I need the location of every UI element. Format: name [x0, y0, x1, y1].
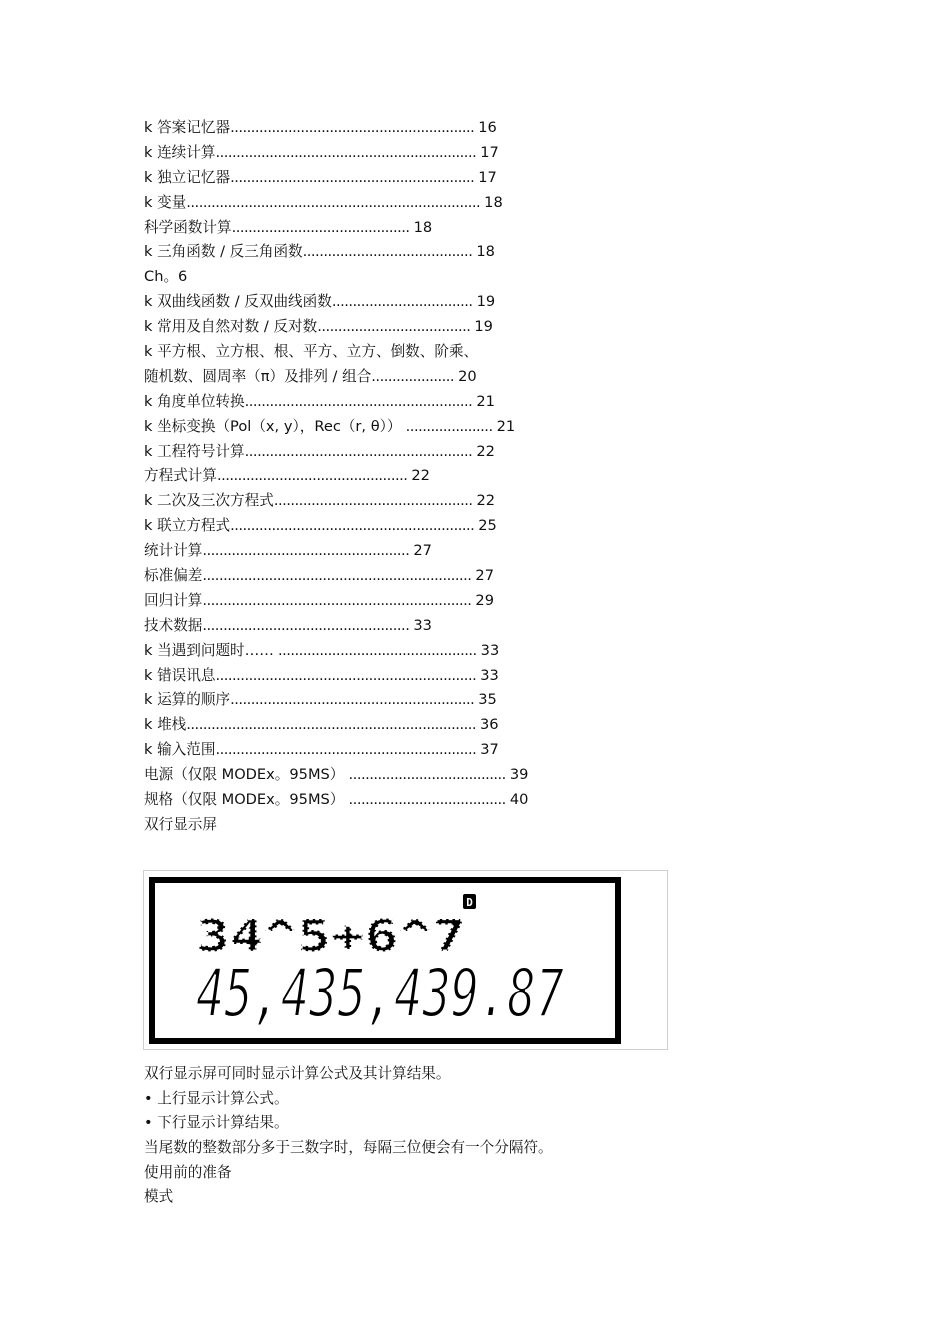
toc-entry-leader: ............................................................... [215, 143, 477, 161]
toc-entry-page: 36 [480, 716, 499, 734]
toc-entry-leader: ............................................................... [215, 741, 477, 759]
toc-entry-page: 19 [476, 293, 496, 311]
toc-entry-title: k 坐标变换（Pol（x, y），Rec（r, θ）） [144, 417, 402, 435]
toc-entry-title: 标准偏差 [144, 567, 203, 585]
display-description [144, 1062, 844, 1210]
toc-entry-page: 21 [476, 392, 495, 410]
toc-entry [144, 688, 664, 713]
toc-entry-title: 技术数据 [144, 616, 203, 634]
toc-entry [144, 315, 664, 340]
toc-entry [144, 664, 664, 689]
toc-entry-leader: .................... [371, 367, 455, 385]
toc-entry [144, 464, 664, 489]
lcd-result-line: 45,435,439.87 [196, 955, 565, 1032]
paragraph-line: • 上行显示计算公式。 [144, 1089, 289, 1107]
toc-entry [144, 564, 664, 589]
toc-entry [144, 639, 664, 664]
toc-entry-page: 22 [476, 442, 495, 460]
toc-entry-page: 17 [478, 168, 497, 186]
toc-entry-page: 39 [509, 766, 529, 784]
toc-entry-title: k 变量 [144, 193, 187, 211]
toc-entry-leader: ................................................................. [202, 567, 472, 585]
toc-entry-page: 33 [480, 666, 499, 684]
toc-entry-leader: ........................................... [231, 218, 410, 236]
toc-entry-title: 规格（仅限 MODEx。95MS） [144, 791, 345, 809]
toc-entry-leader: ........................................................... [230, 691, 475, 709]
toc-entry-leader: ........................................................... [230, 119, 475, 136]
toc-entry [144, 415, 664, 440]
toc-entry-title: k 双曲线函数 / 反双曲线函数 [144, 293, 332, 311]
toc-entry-leader: ....................................................... [244, 442, 473, 460]
toc-entry-title: 科学函数计算 [144, 218, 232, 236]
toc-entry-leader: ............................................................... [215, 666, 477, 684]
toc-entry [144, 589, 664, 614]
toc-entry-title: k 平方根、立方根、根、平方、立方、倒数、阶乘、 [144, 343, 479, 361]
toc-entry-leader: ...................................................................... [186, 716, 477, 734]
toc-entry-page: 40 [509, 791, 529, 809]
toc-entry-leader: ........................................................... [230, 517, 475, 535]
toc-entry [144, 390, 664, 415]
toc-entry-leader: ....................................................... [244, 392, 473, 410]
toc-entry-page: 21 [496, 417, 516, 435]
toc-entry-title: 方程式计算 [144, 467, 217, 485]
toc-entry [144, 440, 664, 465]
toc-entry-leader: ..................................... [317, 318, 471, 336]
toc-entry-title: 双行显示屏 [144, 815, 217, 833]
toc-entry [144, 216, 664, 241]
toc-entry-title: 随机数、圆周率（π）及排列 / 组合 [144, 367, 372, 385]
toc-entry [144, 290, 664, 315]
toc-entry [144, 614, 664, 639]
toc-entry-leader: .............................................. [216, 467, 408, 485]
toc-entry-leader: ..................... [401, 417, 493, 435]
toc-entry [144, 489, 664, 514]
toc-entry-title: k 输入范围 [144, 741, 216, 759]
toc-entry [144, 788, 664, 813]
toc-entry-page: 19 [474, 318, 493, 336]
toc-entry-page: 20 [458, 367, 477, 385]
toc-entry-title: k 二次及三次方程式 [144, 492, 274, 510]
toc-entry-title: k 错误讯息 [144, 666, 216, 684]
toc-entry-leader: .................................................. [202, 542, 410, 560]
toc-entry-page: 22 [411, 467, 430, 485]
toc-entry-page: 18 [484, 193, 503, 211]
toc-entry-page: 35 [478, 691, 497, 709]
toc-entry [144, 713, 664, 738]
toc-entry-page: 18 [476, 243, 495, 261]
toc-entry-title: k 堆栈 [144, 716, 187, 734]
paragraph-line: 模式 [144, 1188, 174, 1206]
toc-entry [144, 763, 664, 788]
toc-entry-leader: ................................................................. [202, 591, 472, 609]
lcd-formula-line: 34^5+6^7 [196, 911, 466, 962]
toc-entry-page: 37 [480, 741, 499, 759]
toc-entry [144, 365, 664, 390]
toc-entry-page: 29 [475, 591, 494, 609]
lcd-indicator: D [466, 896, 473, 909]
toc-entry-leader: .................................................. [202, 616, 410, 634]
toc-entry-page: 33 [480, 641, 500, 659]
toc-entry-page: 18 [413, 218, 433, 236]
toc-entry-page: 17 [480, 143, 499, 161]
paragraph-line: 双行显示屏可同时显示计算公式及其计算结果。 [144, 1065, 451, 1082]
toc-entry-leader: ...................................... [344, 766, 506, 784]
toc-entry-title: 统计计算 [144, 542, 203, 560]
toc-entry-title: k 独立记忆器 [144, 168, 231, 186]
toc-entry-leader: ........................................................... [230, 168, 475, 186]
toc-entry-title: k 运算的顺序 [144, 691, 231, 709]
toc-entry-title: 电源（仅限 MODEx。95MS） [144, 766, 345, 784]
toc-entry-title: k 角度单位转换 [144, 392, 245, 410]
toc-entry-leader: ................................................ [273, 641, 477, 659]
toc-entry [144, 738, 664, 763]
toc-entry [144, 191, 664, 216]
toc-entry [144, 141, 664, 166]
toc-entry-title: k 答案记忆器 [144, 119, 231, 136]
toc-entry-leader: ...................................... [344, 791, 506, 809]
toc-entry-title: Ch。6 [144, 268, 188, 286]
toc-entry [144, 813, 664, 838]
toc-entry-page: 16 [478, 119, 497, 136]
toc-entry-title: k 连续计算 [144, 143, 216, 161]
toc-entry-page: 27 [413, 542, 432, 560]
toc-entry-title: 回归计算 [144, 591, 203, 609]
toc-entry [144, 240, 664, 265]
toc-entry [144, 116, 664, 141]
toc-entry-page: 25 [478, 517, 497, 535]
toc-entry-title: k 工程符号计算 [144, 442, 245, 460]
toc-entry [144, 514, 664, 539]
toc-entry-leader: ................................................ [273, 492, 473, 510]
toc-entry [144, 539, 664, 564]
toc-entry-page: 33 [413, 616, 432, 634]
paragraph-line: • 下行显示计算结果。 [144, 1114, 289, 1132]
toc-entry [144, 265, 664, 290]
toc-entry-title: k 常用及自然对数 / 反对数 [144, 318, 318, 336]
lcd-display-figure [143, 870, 668, 1050]
toc-entry-leader: ......................................... [302, 243, 473, 261]
paragraph-line: 使用前的准备 [144, 1163, 232, 1181]
toc-entry [144, 166, 664, 191]
toc-entry-title: k 当遇到问题时…… [144, 641, 274, 659]
toc-entry-title: k 三角函数 / 反三角函数 [144, 243, 303, 261]
toc-entry-leader: ....................................................................... [186, 193, 481, 211]
paragraph-line: 当尾数的整数部分多于三数字时，每隔三位便会有一个分隔符。 [144, 1139, 553, 1157]
table-of-contents [144, 116, 664, 838]
toc-entry [144, 340, 664, 365]
toc-entry-page: 27 [475, 567, 494, 585]
toc-entry-leader: .................................. [331, 293, 473, 311]
toc-entry-page: 22 [476, 492, 496, 510]
toc-entry-title: k 联立方程式 [144, 517, 231, 535]
